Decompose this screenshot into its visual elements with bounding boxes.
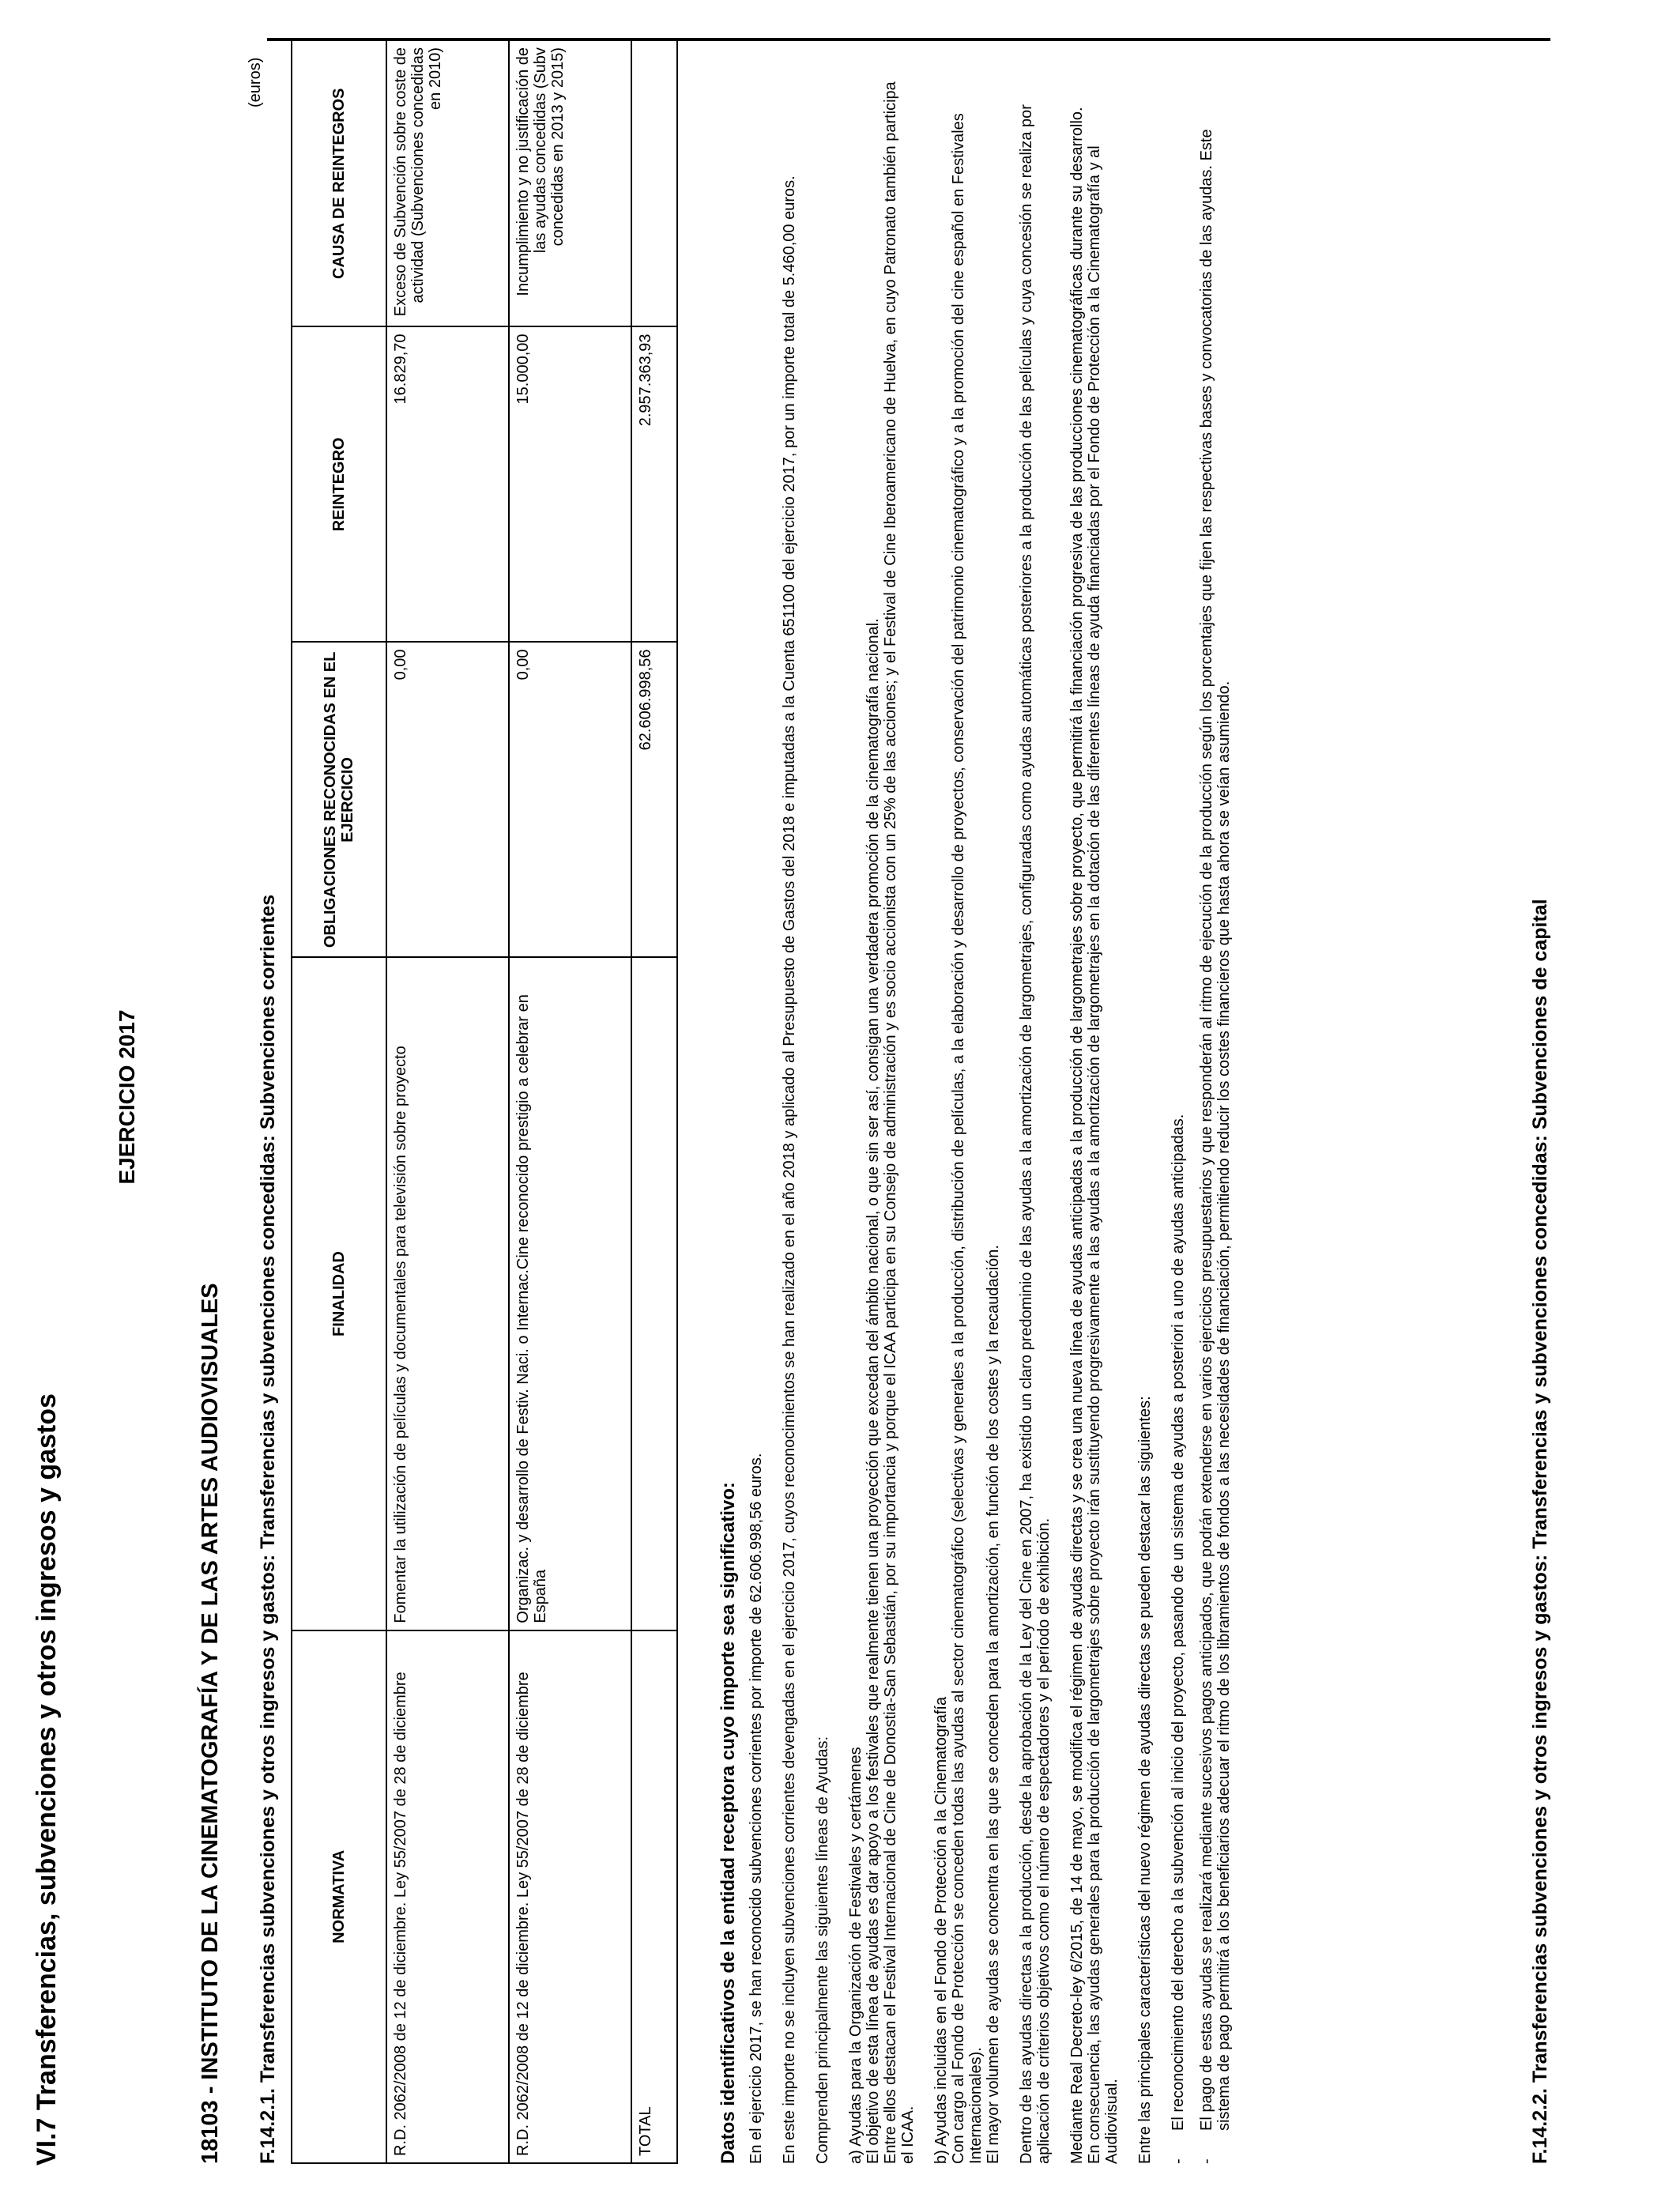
list-item-text: El pago de estas ayudas se realizará mediante sucesivos pagos anticipados, que podrán extenderse en varios ejercicios presupuestarios y que responderán al ritmo de ejecución de la producción según los porcentajes que fijen las respectivas bases y convocatorias de las ayudas. Este sistema de pago permitirá a los beneficiarios adecuar el ritmo de los libramientos de fondos a las necesidades de financiación, permitiendo reducir los costes financieros que hasta ahora se veían asumiendo. [1198, 129, 1233, 2131]
cell-reintegro: 16.829,70 [386, 326, 509, 642]
aid-line-b-text: Con cargo al Fondo de Protección se conceden todas las ayudas al sector cinematográfico (selectivas y generales a la producción, distribución de películas, a la elaboración y desarrollo de proyectos, conservación del patrimonio cinematográfico y a la promoción del cine español en Festivales Internacionales). [950, 113, 985, 2164]
total-label: TOTAL [631, 1630, 677, 2163]
col-reintegro: REINTEGRO [292, 326, 386, 642]
section-heading-current: F.14.2.1. Transferencias subvenciones y otros ingresos y gastos: Transferencias y subvenciones concedidas: Subvenciones corrientes [257, 894, 279, 2164]
total-obligaciones: 62.606.998,56 [631, 642, 677, 957]
aid-line-a [847, 77, 917, 2164]
paragraph-decree-text: Mediante Real Decreto-ley 6/2015, de 14 de mayo, se modifica el régimen de ayudas directas y se crea una nueva línea de ayudas anticipadas a la producción de largometrajes sobre proyecto, que permitirá la financiación progresiva de las producciones cinematográficas durante su desarrollo. [1068, 107, 1086, 2164]
cell-normativa: R.D. 2062/2008 de 12 de diciembre. Ley 55/2007 de 28 de diciembre [509, 1630, 631, 2163]
institution-title: 18103 - INSTITUTO DE LA CINEMATOGRAFÍA Y DE LAS ARTES AUDIOVISUALES [198, 1283, 223, 2164]
cell-causa: Incumplimiento y no justificación de las ayudas concedidas (Subv concedidas en 2013 y 2015) [509, 40, 631, 326]
col-normativa: NORMATIVA [292, 1630, 386, 2163]
body-heading: Datos identificativos de la entidad receptora cuyo importe sea significativo: [718, 1482, 739, 2164]
aid-line-b-text: El mayor volumen de ayudas se concentra en las que se conceden para la amortización, en función de los costes y la recaudación. [985, 1245, 1002, 2164]
table-row [509, 40, 631, 2163]
cell-causa: Exceso de Subvención sobre coste de actividad (Subvenciones concedidas en 2010) [386, 40, 509, 326]
col-finalidad: FINALIDAD [292, 957, 386, 1630]
paragraph-decree [1068, 77, 1121, 2164]
paragraph: Comprenden principalmente las siguientes líneas de Ayudas: [814, 1736, 831, 2164]
total-reintegro: 2.957.363,93 [631, 326, 677, 642]
cell-normativa: R.D. 2062/2008 de 12 de diciembre. Ley 55/2007 de 28 de diciembre [386, 1630, 509, 2163]
col-causa: CAUSA DE REINTEGROS [292, 40, 386, 326]
aid-line-b [932, 77, 1002, 2164]
paragraph: En este importe no se incluyen subvenciones corrientes devengadas en el ejercicio 2017, cuyos reconocimientos se han realizado en el año 2018 y aplicado al Presupuesto de Gastos del 2018 e imputadas a la Cuenta 651100 del ejercicio 2017, por un importe total de 5.460,00 euros. [781, 175, 798, 2164]
list-item [1198, 77, 1233, 2164]
cell-finalidad: Fomentar la utilización de películas y documentales para televisión sobre proyecto [386, 957, 509, 1630]
aid-line-a-text: Entre ellos destacan el Festival Internacional de Cine de Donostia-San Sebastián, por su importancia y porque el ICAA participa en su Consejo de administración y es socio accionista con un 25% de las acciones; y el Festival de Cine Iberoamericano de Huelva, en cuyo Patronato también participa el ICAA. [882, 81, 917, 2164]
table-row [386, 40, 509, 2163]
aid-line-a-text: El objetivo de esta línea de ayudas es dar apoyo a los festivales que realmente tienen una proyección que excedan del ámbito nacional, o que sin ser así, consigan una verdadera promoción de la cinematografía nacional. [864, 618, 882, 2164]
aid-line-a-title: a) Ayudas para la Organización de Festivales y certámenes [847, 1747, 864, 2164]
col-obligaciones: OBLIGACIONES RECONOCIDAS EN EL EJERCICIO [292, 642, 386, 957]
paragraph-decree-text: En consecuencia, las ayudas generales para la producción de largometrajes sobre proyecto irán sustituyendo progresivamente a las ayudas a la amortización de largometrajes en la dotación de las diferentes líneas de ayuda financiadas por el Fondo de Protección a la Cinematografía y al Audiovisual. [1086, 145, 1121, 2164]
paragraph: En el ejercicio 2017, se han reconocido subvenciones corrientes por importe de 62.606.998,56 euros. [748, 1453, 765, 2164]
currency-unit: (euros) [247, 57, 264, 107]
list-item [1170, 77, 1187, 2164]
aid-line-b-title: b) Ayudas incluidas en el Fondo de Protección a la Cinematografía [932, 1696, 950, 2164]
paragraph: Entre las principales características del nuevo régimen de ayudas directas se pueden destacar las siguientes: [1136, 1396, 1154, 2164]
page-title: VI.7 Transferencias, subvenciones y otros ingresos y gastos [32, 1393, 62, 2166]
paragraph: Dentro de las ayudas directas a la producción, desde la aprobación de la Ley del Cine en 2007, ha existido un claro predominio de las ayudas a la amortización de largometrajes, configuradas como ayudas automáticas posteriores a la producción de las películas y cuya concesión se realiza por aplicación de criterios objetivos como el número de espectadores y el período de exhibición. [1018, 104, 1053, 2164]
total-empty-cell [631, 40, 677, 326]
cell-finalidad: Organizac. y desarrollo de Festiv. Naci. o Internac.Cine reconocido prestigio a celebrar en España [509, 957, 631, 1630]
table-total-row [631, 40, 677, 2163]
bullet-dash: - [1170, 2158, 1187, 2164]
list-item-text: El reconocimiento del derecho a la subvención al inicio del proyecto, pasando de un sistema de ayudas a posteriori a uno de ayudas anticipadas. [1170, 1114, 1187, 2131]
cell-reintegro: 15.000,00 [509, 326, 631, 642]
cell-obligaciones: 0,00 [509, 642, 631, 957]
section-heading-capital: F.14.2.2. Transferencias subvenciones y otros ingresos y gastos: Transferencias y subvenciones concedidas: Subvenciones de capital [1529, 899, 1551, 2164]
body-text [718, 77, 1244, 2164]
table-header-row [292, 40, 386, 2163]
cell-obligaciones: 0,00 [386, 642, 509, 957]
subsidies-table [291, 40, 678, 2164]
fiscal-year: EJERCICIO 2017 [115, 1009, 139, 1185]
bullet-dash: - [1198, 2158, 1215, 2164]
total-empty-cell [631, 957, 677, 1630]
